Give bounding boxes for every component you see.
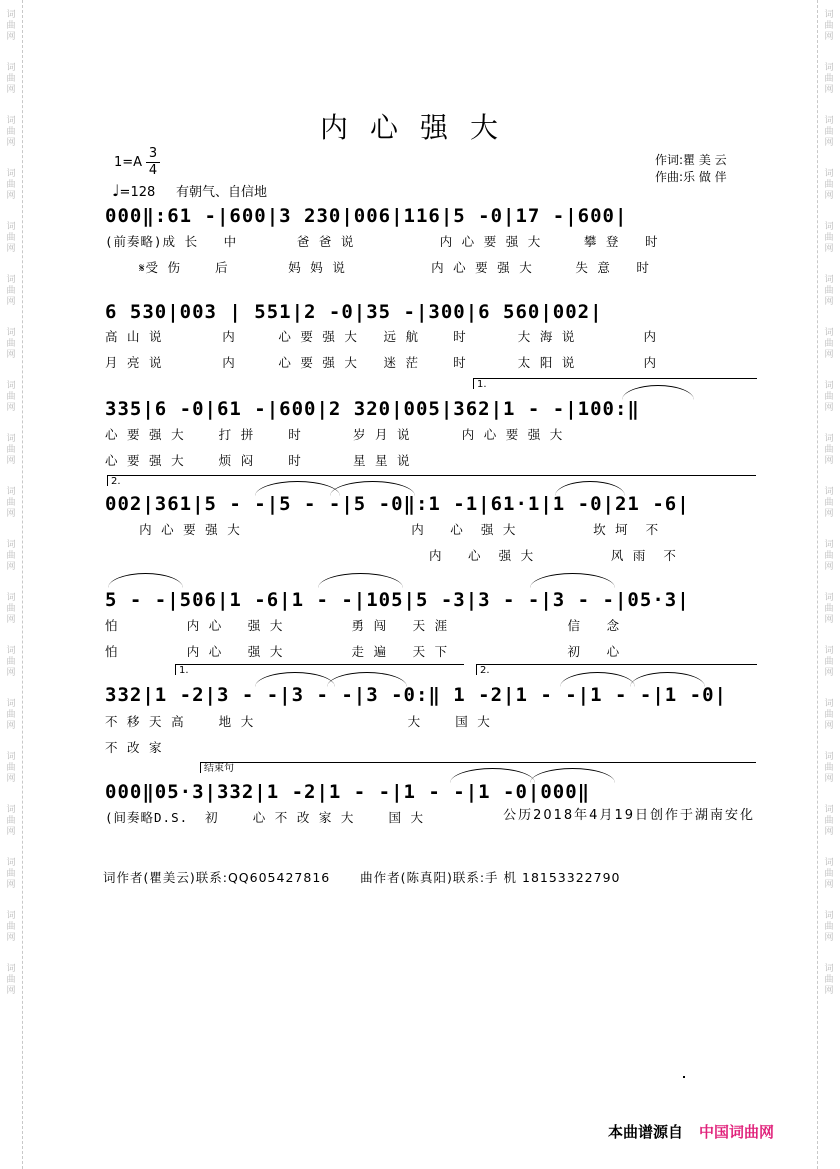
watermark-char: 网 [6, 509, 16, 519]
watermark-char: 曲 [6, 922, 16, 932]
watermark-char: 曲 [824, 339, 834, 349]
watermark-group [6, 858, 15, 891]
watermark-char: 词 [6, 699, 16, 709]
watermark-char: 网 [824, 191, 834, 201]
time-signature [146, 146, 160, 179]
watermark-group [6, 10, 15, 43]
right-watermark-strip [817, 0, 840, 1169]
watermark-group [6, 752, 15, 785]
watermark-char: 曲 [824, 74, 834, 84]
watermark-char: 网 [824, 403, 834, 413]
lyric-line-6-1: 不 移 天 高 地 大 大 国 大 [105, 714, 491, 729]
watermark-char: 词 [6, 805, 16, 815]
watermark-char: 曲 [824, 763, 834, 773]
score-system-1: 000‖:61 -|600|3 230|006|116|5 -0|17 -|600| [105, 205, 628, 227]
lyric-line-1-2: 𝄋受 伤 后 妈 妈 说 内 心 要 强 大 失 意 时 [105, 260, 650, 275]
watermark-char: 网 [824, 986, 834, 996]
watermark-char: 词 [824, 222, 834, 232]
watermark-group [824, 328, 833, 361]
watermark-char: 网 [824, 350, 834, 360]
watermark-char: 词 [824, 540, 834, 550]
watermark-char: 曲 [6, 74, 16, 84]
watermark-group [824, 487, 833, 520]
watermark-char: 网 [824, 85, 834, 95]
left-watermark-strip [0, 0, 23, 1169]
watermark-char: 曲 [6, 816, 16, 826]
watermark-group [824, 222, 833, 255]
watermark-char: 词 [6, 169, 16, 179]
watermark-char: 曲 [824, 657, 834, 667]
lyric-line-4-1: 内 心 要 强 大 内 心 强 大 坎 坷 不 [105, 522, 660, 537]
watermark-char: 词 [6, 646, 16, 656]
volta-bracket-3: 1. [175, 664, 464, 675]
watermark-char: 网 [6, 668, 16, 678]
watermark-char: 网 [824, 138, 834, 148]
ending-bracket: 结束句 [200, 762, 756, 773]
watermark-char: 网 [6, 562, 16, 572]
score-system-4: 002|361|5 - -|5 - -|5 -0‖:1 -1|61·1|1 -0|21 -6| [105, 493, 690, 515]
watermark-char: 词 [6, 911, 16, 921]
song-title: 内心强大 [319, 111, 520, 144]
watermark-group [6, 169, 15, 202]
watermark-char: 网 [824, 774, 834, 784]
watermark-group [824, 964, 833, 997]
watermark-char: 词 [6, 222, 16, 232]
watermark-char: 词 [6, 752, 16, 762]
watermark-char: 网 [6, 138, 16, 148]
expression-marking: 有朝气、自信地 [176, 185, 268, 200]
watermark-char: 曲 [824, 127, 834, 137]
contact-info [103, 868, 620, 886]
lyric-line-3-2: 心 要 强 大 烦 闷 时 星 星 说 [105, 453, 411, 468]
watermark-char: 曲 [824, 21, 834, 31]
watermark-char: 网 [6, 85, 16, 95]
watermark-char: 网 [6, 880, 16, 890]
quarter-note-icon: ♩ [112, 181, 120, 200]
watermark-char: 词 [824, 487, 834, 497]
watermark-char: 词 [6, 487, 16, 497]
watermark-char: 词 [824, 646, 834, 656]
watermark-group [6, 911, 15, 944]
watermark-char: 曲 [6, 286, 16, 296]
watermark-char: 网 [824, 668, 834, 678]
credits [655, 152, 727, 186]
watermark-group [824, 646, 833, 679]
watermark-char: 曲 [6, 710, 16, 720]
watermark-char: 词 [824, 911, 834, 921]
key-signature: 1=A [114, 155, 143, 170]
watermark-char: 网 [824, 827, 834, 837]
lyric-line-2-1: 高 山 说 内 心 要 强 大 远 航 时 大 海 说 内 [105, 329, 658, 344]
watermark-char: 曲 [6, 869, 16, 879]
watermark-char: 网 [6, 403, 16, 413]
watermark-char: 网 [824, 456, 834, 466]
watermark-group [824, 10, 833, 43]
watermark-group [824, 752, 833, 785]
watermark-char: 曲 [824, 551, 834, 561]
watermark-char: 词 [824, 858, 834, 868]
watermark-char: 曲 [824, 922, 834, 932]
watermark-char: 曲 [6, 21, 16, 31]
watermark-char: 词 [824, 699, 834, 709]
watermark-char: 网 [6, 615, 16, 625]
watermark-char: 词 [6, 116, 16, 126]
watermark-group [824, 540, 833, 573]
watermark-char: 网 [824, 297, 834, 307]
watermark-group [6, 63, 15, 96]
watermark-char: 曲 [6, 233, 16, 243]
score-system-3: 335|6 -0|61 -|600|2 320|005|362|1 - -|100:‖ [105, 398, 640, 420]
watermark-group [824, 858, 833, 891]
watermark-char: 网 [6, 297, 16, 307]
lyric-line-6-2: 不 改 家 [105, 740, 163, 755]
watermark-char: 网 [6, 986, 16, 996]
watermark-char: 词 [6, 434, 16, 444]
watermark-char: 网 [6, 933, 16, 943]
watermark-char: 网 [6, 350, 16, 360]
watermark-char: 词 [824, 116, 834, 126]
lyric-line-4-2: 内 心 强 大 风 雨 不 [105, 548, 677, 563]
watermark-group [6, 646, 15, 679]
watermark-char: 词 [824, 63, 834, 73]
lyricist-contact: 词作者(瞿美云)联系:QQ605427816 [103, 870, 331, 885]
watermark-char: 网 [824, 244, 834, 254]
source-prefix: 本曲谱源自 [608, 1123, 684, 1141]
watermark-char: 词 [824, 593, 834, 603]
lyricist-credit: 作词:瞿 美 云 [655, 153, 727, 167]
watermark-char: 网 [824, 615, 834, 625]
watermark-char: 词 [824, 10, 834, 20]
watermark-char: 网 [824, 562, 834, 572]
watermark-char: 词 [6, 10, 16, 20]
watermark-char: 曲 [6, 339, 16, 349]
watermark-char: 曲 [824, 869, 834, 879]
watermark-char: 曲 [6, 180, 16, 190]
watermark-char: 曲 [6, 763, 16, 773]
watermark-char: 曲 [824, 816, 834, 826]
watermark-group [824, 169, 833, 202]
watermark-char: 曲 [824, 604, 834, 614]
watermark-group [824, 63, 833, 96]
watermark-group [6, 593, 15, 626]
lyric-line-1-1: (前奏略)成 长 中 爸 爸 说 内 心 要 强 大 攀 登 时 [105, 234, 659, 249]
tie-arc [318, 573, 403, 588]
lyric-line-5-2: 怕 内 心 强 大 走 遍 天 下 初 心 [105, 644, 621, 659]
watermark-char: 网 [6, 191, 16, 201]
watermark-char: 曲 [6, 657, 16, 667]
watermark-char: 曲 [6, 392, 16, 402]
watermark-group [6, 222, 15, 255]
watermark-group [6, 540, 15, 573]
watermark-char: 曲 [824, 286, 834, 296]
composer-credit: 作曲:乐 做 伴 [655, 170, 727, 184]
watermark-char: 词 [6, 63, 16, 73]
score-system-7: 000‖05·3|332|1 -2|1 - -|1 - -|1 -0|000‖ [105, 781, 591, 803]
score-system-2: 6 530|003 | 551|2 -0|35 -|300|6 560|002| [105, 301, 603, 323]
watermark-char: 网 [6, 244, 16, 254]
time-signature-top: 3 [148, 146, 158, 161]
volta-bracket-2: 2. [107, 475, 756, 486]
lyric-line-7-1: (间奏略D.S. 初 心 不 改 家 大 国 大 [105, 810, 425, 825]
watermark-char: 词 [824, 169, 834, 179]
watermark-char: 曲 [6, 551, 16, 561]
watermark-char: 网 [6, 456, 16, 466]
watermark-char: 曲 [824, 498, 834, 508]
watermark-group [824, 434, 833, 467]
watermark-char: 词 [824, 381, 834, 391]
watermark-char: 曲 [6, 498, 16, 508]
watermark-group [824, 699, 833, 732]
watermark-char: 曲 [6, 127, 16, 137]
watermark-char: 词 [824, 275, 834, 285]
composer-contact: 曲作者(陈真阳)联系:手 机 18153322790 [360, 870, 621, 885]
watermark-group [824, 381, 833, 414]
watermark-group [6, 699, 15, 732]
watermark-char: 词 [6, 328, 16, 338]
tie-arc [108, 573, 183, 588]
watermark-group [824, 275, 833, 308]
watermark-char: 网 [824, 32, 834, 42]
score-system-5: 5 - -|506|1 -6|1 - -|105|5 -3|3 - -|3 - -|05·3| [105, 589, 690, 611]
watermark-group [824, 911, 833, 944]
watermark-char: 网 [824, 880, 834, 890]
watermark-char: 曲 [6, 445, 16, 455]
watermark-char: 词 [824, 805, 834, 815]
watermark-char: 词 [6, 593, 16, 603]
watermark-char: 词 [6, 540, 16, 550]
watermark-group [824, 805, 833, 838]
tempo-value: =128 [119, 185, 156, 200]
volta-bracket-1: 1. [473, 378, 757, 389]
watermark-char: 词 [6, 275, 16, 285]
watermark-char: 网 [6, 827, 16, 837]
volta-bracket-4: 2. [476, 664, 757, 675]
watermark-char: 曲 [824, 180, 834, 190]
watermark-char: 词 [824, 434, 834, 444]
lyric-line-3-1: 心 要 强 大 打 拼 时 岁 月 说 内 心 要 强 大 [105, 427, 564, 442]
watermark-char: 词 [824, 328, 834, 338]
watermark-group [6, 487, 15, 520]
watermark-char: 网 [824, 933, 834, 943]
watermark-char: 曲 [6, 604, 16, 614]
watermark-char: 词 [6, 858, 16, 868]
watermark-char: 曲 [824, 392, 834, 402]
watermark-char: 曲 [824, 445, 834, 455]
watermark-char: 网 [6, 32, 16, 42]
watermark-char: 词 [824, 964, 834, 974]
watermark-char: 网 [824, 509, 834, 519]
tempo-marking [112, 181, 155, 200]
watermark-char: 曲 [824, 975, 834, 985]
composition-date: 公历2018年4月19日创作于湖南安化 [503, 808, 755, 823]
watermark-group [6, 381, 15, 414]
time-signature-bottom: 4 [148, 163, 158, 178]
stray-dot [683, 1076, 685, 1078]
source-brand[interactable]: 中国词曲网 [699, 1123, 775, 1141]
watermark-char: 网 [6, 721, 16, 731]
score-system-6: 332|1 -2|3 - -|3 - -|3 -0:‖ 1 -2|1 - -|1 - -|1 -0| [105, 684, 727, 706]
watermark-group [6, 328, 15, 361]
watermark-char: 网 [6, 774, 16, 784]
watermark-char: 网 [824, 721, 834, 731]
lyric-line-2-2: 月 亮 说 内 心 要 强 大 迷 茫 时 太 阳 说 内 [105, 355, 658, 370]
tie-arc [530, 573, 615, 588]
watermark-char: 曲 [824, 233, 834, 243]
watermark-group [6, 434, 15, 467]
watermark-group [824, 593, 833, 626]
lyric-line-5-1: 怕 内 心 强 大 勇 闯 天 涯 信 念 [105, 618, 621, 633]
watermark-char: 曲 [824, 710, 834, 720]
watermark-group [6, 964, 15, 997]
watermark-group [6, 275, 15, 308]
watermark-char: 词 [6, 964, 16, 974]
watermark-char: 曲 [6, 975, 16, 985]
source-credit [608, 1121, 774, 1142]
watermark-char: 词 [824, 752, 834, 762]
watermark-char: 词 [6, 381, 16, 391]
